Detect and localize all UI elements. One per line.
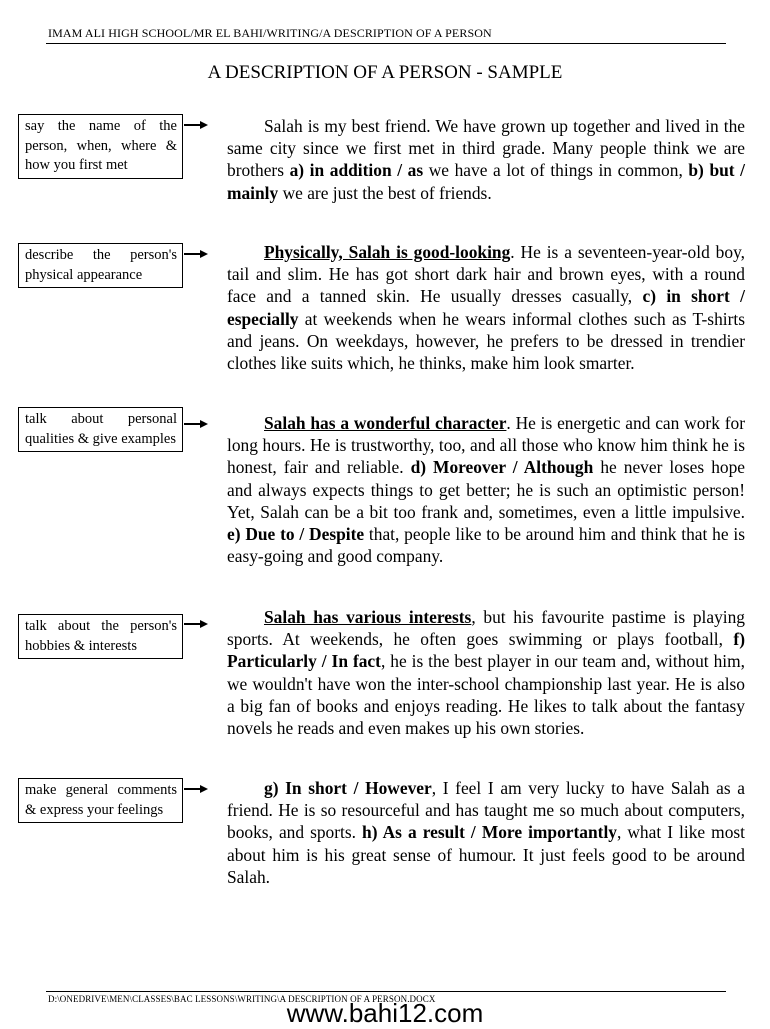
paragraph-interests: Salah has various interests, but his favourite pastime is playing sports. At weekends, he often goes swimming or plays football, f) Particularly / In fact, he is the best player in our team and, without him, we wouldn't have won the inter-school championship last year. He is also a big fan of books and enjoys reading. He likes to talk about the fantasy novels he reads and even makes up his own stories. (227, 607, 745, 739)
page-title: A DESCRIPTION OF A PERSON - SAMPLE (207, 62, 563, 83)
paragraph-intro: Salah is my best friend. We have grown up together and lived in the same city since we first met in third grade. Many people think we are brothers a) in addition / as we have a lot of things in common, b) but / mainly we are just the best of friends. (227, 116, 746, 203)
arrow-right-icon (184, 784, 208, 794)
arrow-right-icon (184, 419, 208, 429)
note-feelings: make general comments & express your feelings (18, 778, 183, 823)
arrow-right-icon (184, 120, 208, 130)
website-watermark[interactable]: www.bahi12.com (286, 998, 484, 1028)
page-header: IMAM ALI HIGH SCHOOL/MR EL BAHI/WRITING/A DESCRIPTION OF A PERSON (48, 26, 492, 40)
arrow-right-icon (184, 249, 208, 259)
paragraph-appearance: Physically, Salah is good-looking. He is a seventeen-year-old boy, tail and slim. He has got short dark hair and brown eyes, with a round face and a tanned skin. He usually dresses casually, c) in short / especially at weekends when he wears informal clothes such as T-shirts and jeans. On weekdays, however, he prefers to be dressed in trendier clothes like suits which, he thinks, make him look smarter. (227, 242, 745, 374)
arrow-right-icon (184, 619, 208, 629)
note-first-met: say the name of the person, when, where & how you first met (18, 114, 183, 179)
note-hobbies: talk about the person's hobbies & interests (18, 614, 183, 659)
note-qualities: talk about personal qualities & give examples (18, 407, 183, 452)
note-appearance: describe the person's physical appearance (18, 243, 183, 288)
paragraph-character: Salah has a wonderful character. He is energetic and can work for long hours. He is trustworthy, too, and all those who know him think he is honest, fair and reliable. d) Moreover / Although he never loses hope and always expects things to get better; he is such an optimistic person! Yet, Salah can be a bit too frank and, sometimes, even a little impulsive. e) Due to / Despite that, people like to be around him and think that he is easy-going and good company. (227, 413, 745, 567)
paragraph-conclusion: g) In short / However, I feel I am very lucky to have Salah as a friend. He is so resourceful and has taught me so much about computers, books, and sports. h) As a result / More importantly, what I like most about him is his great sense of humour. It just feels good to be around Salah. (227, 778, 746, 887)
footer-rule (46, 991, 726, 992)
header-rule (46, 43, 726, 44)
file-path-footer: D:\ONEDRIVE\MEN\CLASSES\BAC LESSONS\WRITING\A DESCRIPTION OF A PERSON.DOCX (48, 994, 436, 1004)
